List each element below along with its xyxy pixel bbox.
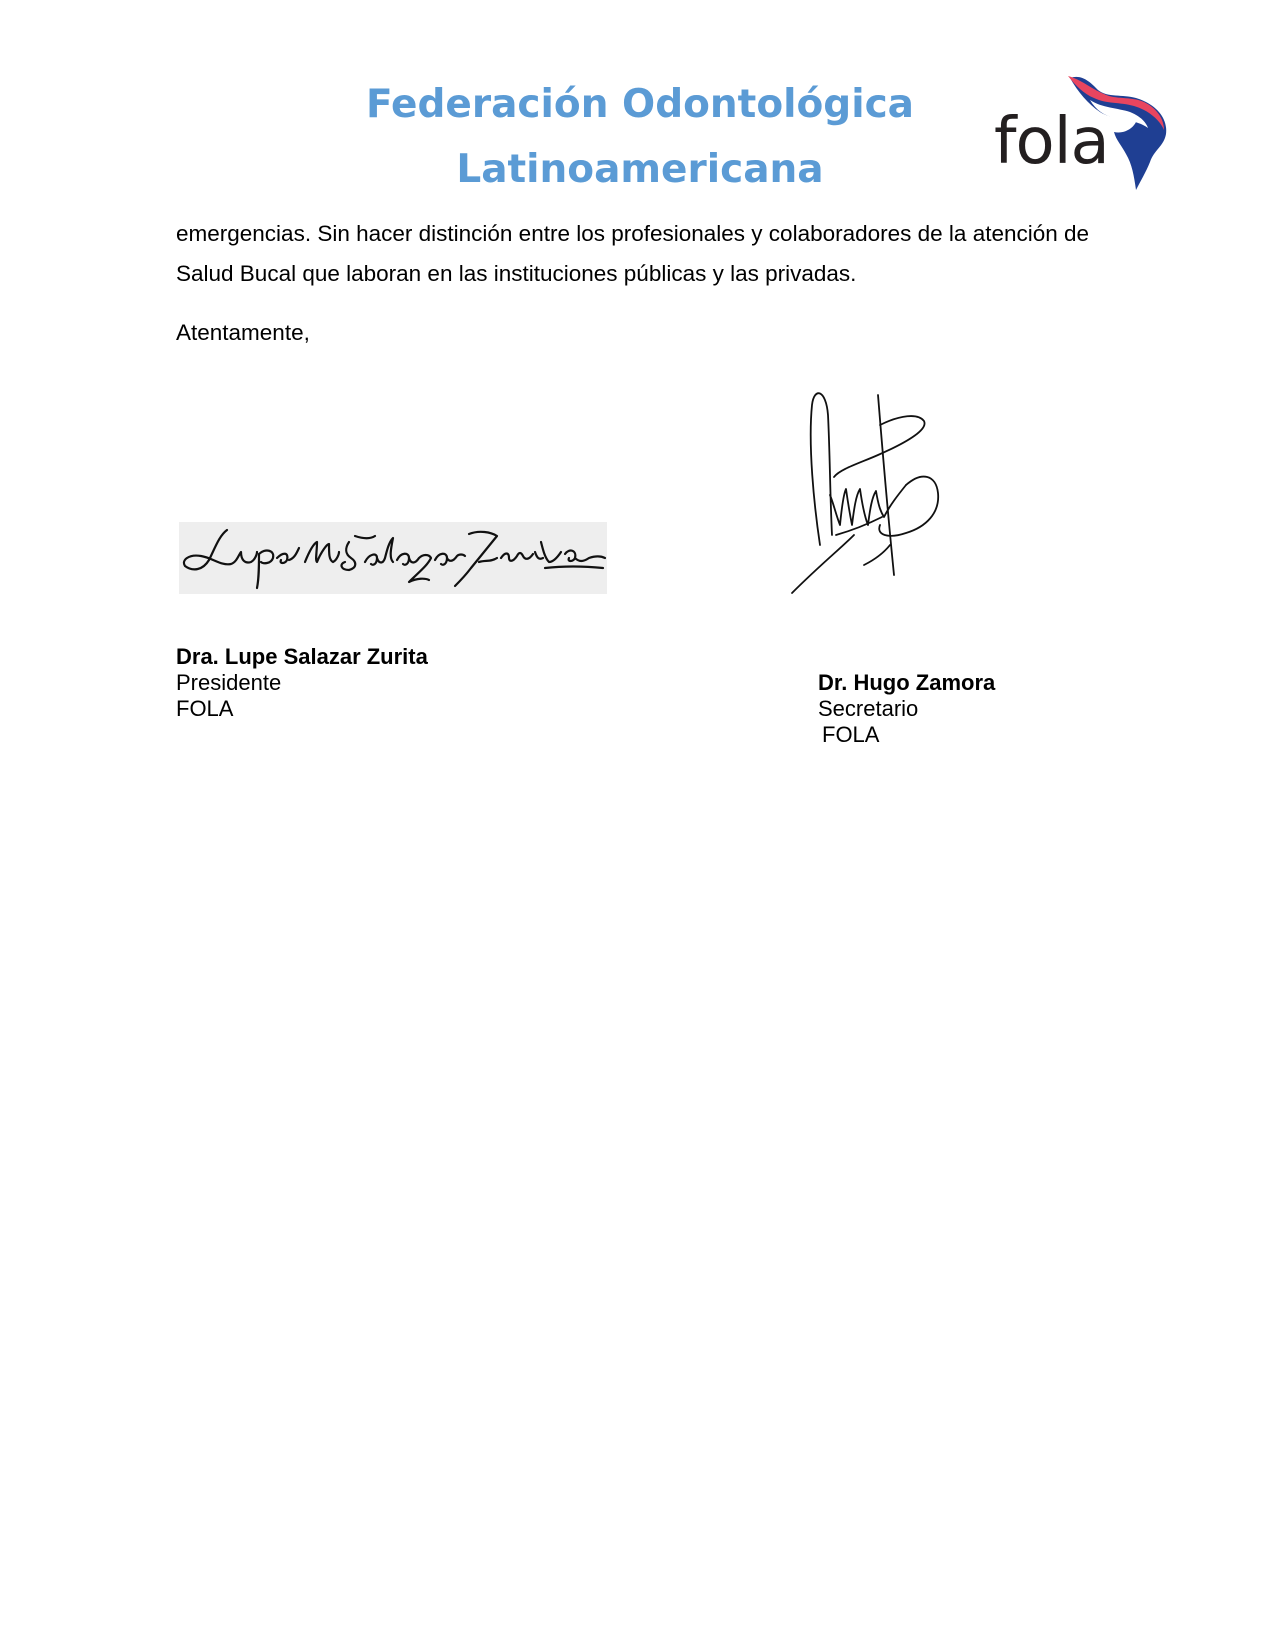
- signature-lupe-salazar-zurita: [179, 522, 607, 594]
- fola-logo: [990, 72, 1180, 197]
- signer-block-right: [818, 670, 995, 748]
- signature-hugo-zamora: [790, 385, 960, 595]
- letterhead: [0, 0, 1275, 210]
- handwritten-signature-icon: [790, 385, 960, 595]
- organization-title-line-2: Latinoamericana: [456, 147, 824, 192]
- signer-organization: FOLA: [176, 696, 234, 721]
- signer-block-left: [176, 644, 428, 722]
- signer-name: Dr. Hugo Zamora: [818, 670, 996, 695]
- organization-title-line-1: Federación Odontológica: [366, 82, 914, 127]
- fola-continent-logo-icon: [1060, 72, 1180, 197]
- handwritten-signature-icon: [179, 522, 607, 594]
- signer-name: Dra. Lupe Salazar Zurita: [176, 644, 428, 669]
- signer-role: Presidente: [176, 670, 282, 695]
- organization-title: [300, 72, 980, 202]
- fola-logo-text: fola: [994, 105, 1109, 179]
- body-paragraph: emergencias. Sin hacer distinción entre los profesionales y colaboradores de la atención de Salud Bucal que laboran en las instituciones públicas y las privadas.: [176, 221, 1090, 286]
- closing-salutation: Atentamente,: [176, 320, 310, 345]
- signer-role: Secretario: [818, 696, 919, 721]
- signer-organization: FOLA: [822, 722, 880, 747]
